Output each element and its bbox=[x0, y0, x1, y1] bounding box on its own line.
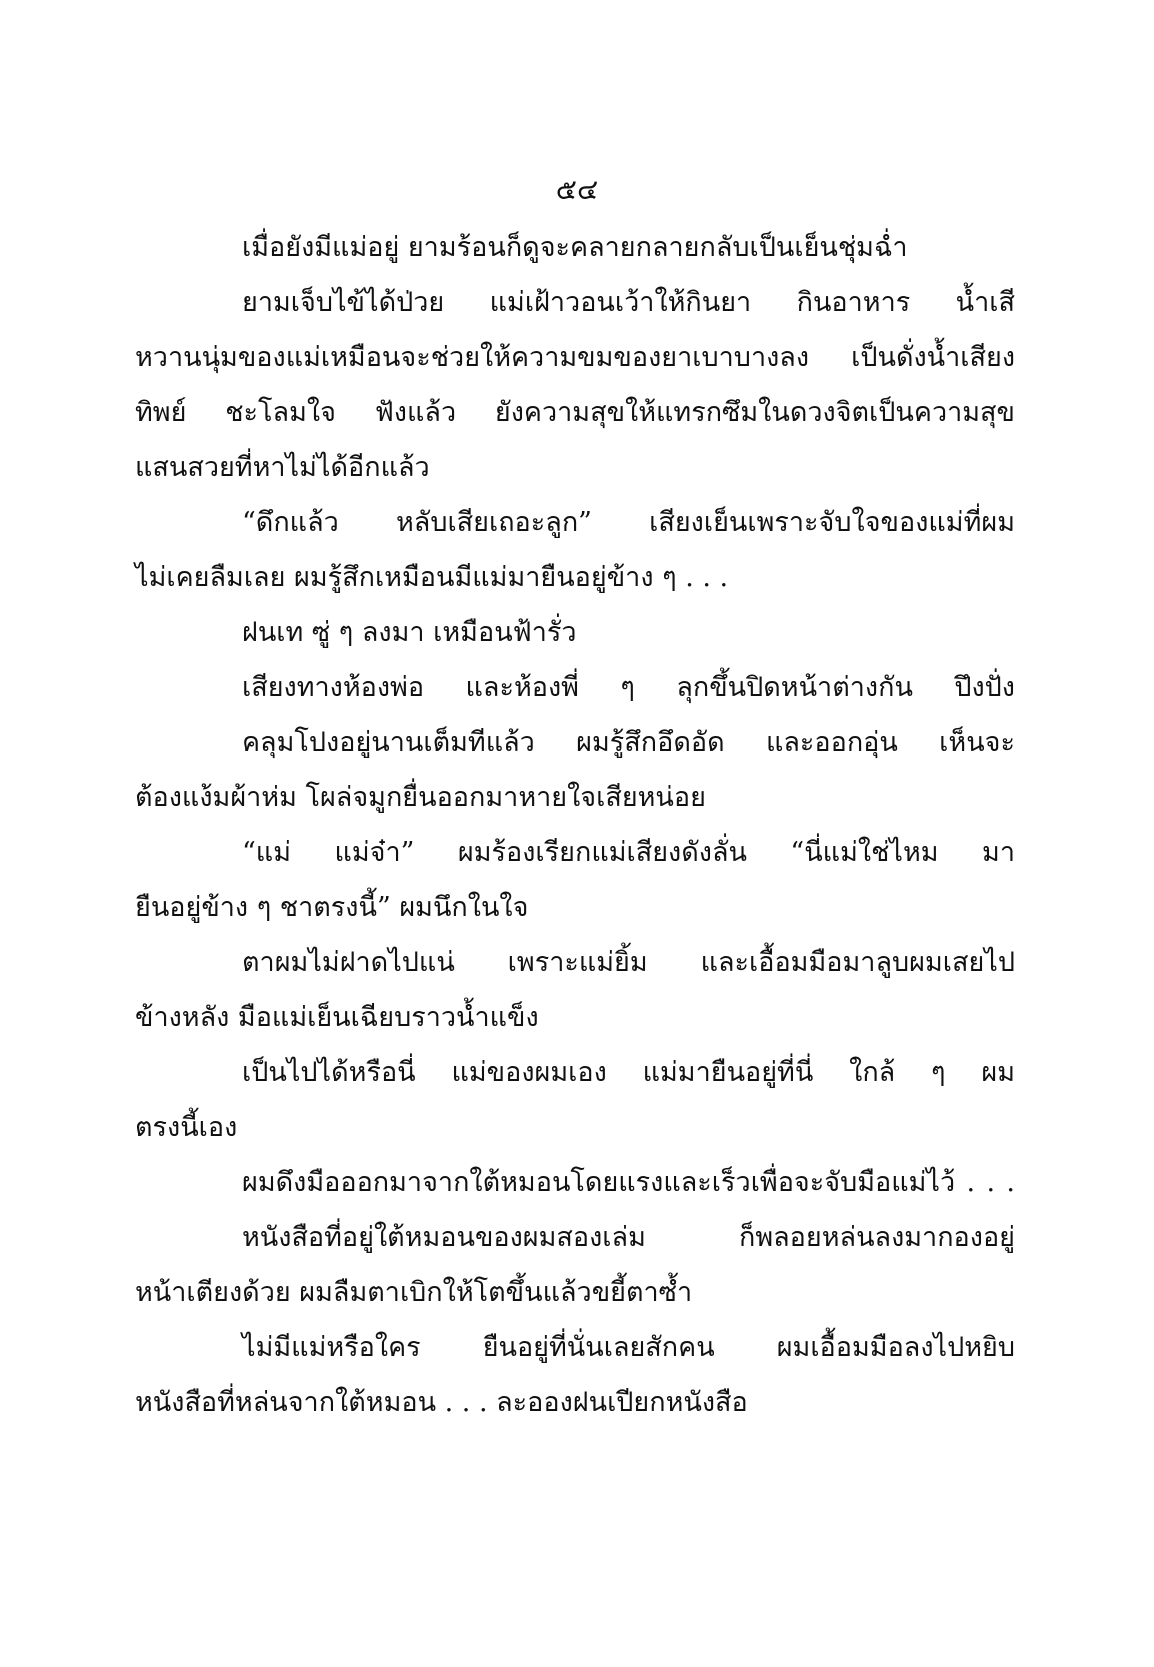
text-line: ผมดึงมือออกมาจากใต้หมอนโดยแรงและเร็วเพื่อจะจับมือแม่ไว้ . . . bbox=[242, 1167, 1015, 1198]
text-line: ฝนเท ซู่ ๆ ลงมา เหมือนฟ้ารั่ว bbox=[242, 617, 577, 648]
text-line: ไม่เคยลืมเลย ผมรู้สึกเหมือนมีแม่มายืนอยู่ข้าง ๆ . . . bbox=[135, 562, 729, 593]
text-line: หวานนุ่มของแม่เหมือนจะช่วยให้ความขมของยาเบาบางลง เป็นดั่งน้ำเสียง bbox=[135, 342, 1015, 373]
text-line: หนังสือที่อยู่ใต้หมอนของผมสองเล่ม ก็พลอยหล่นลงมากองอยู่ bbox=[242, 1222, 1015, 1253]
text-line: ตาผมไม่ฝาดไปแน่ เพราะแม่ยิ้ม และเอื้อมมือมาลูบผมเสยไป bbox=[242, 947, 1015, 978]
text-line: “ดึกแล้ว หลับเสียเถอะลูก” เสียงเย็นเพราะจับใจของแม่ที่ผม bbox=[242, 507, 1015, 538]
text-line: หนังสือที่หล่นจากใต้หมอน . . . ละอองฝนเปียกหนังสือ bbox=[135, 1387, 748, 1418]
text-line: ข้างหลัง มือแม่เย็นเฉียบราวน้ำแข็ง bbox=[135, 1002, 539, 1033]
text-line: ตรงนี้เอง bbox=[135, 1112, 238, 1143]
page-number: ๕๔ bbox=[555, 173, 599, 206]
text-line: ยามเจ็บไข้ได้ป่วย แม่เฝ้าวอนเว้าให้กินยา กินอาหาร น้ำเสี bbox=[242, 287, 1015, 318]
text-line: ยืนอยู่ข้าง ๆ ชาตรงนี้” ผมนึกในใจ bbox=[135, 892, 529, 923]
text-line: แสนสวยที่หาไม่ได้อีกแล้ว bbox=[135, 452, 430, 483]
text-line: “แม่ แม่จ๋า” ผมร้องเรียกแม่เสียงดังลั่น “นี่แม่ใช่ไหม มา bbox=[242, 837, 1015, 868]
text-line: ต้องแง้มผ้าห่ม โผล่จมูกยื่นออกมาหายใจเสียหน่อย bbox=[135, 782, 706, 813]
text-line: คลุมโปงอยู่นานเต็มทีแล้ว ผมรู้สึกอึดอัด และออกอุ่น เห็นจะ bbox=[242, 727, 1015, 758]
text-line: เมื่อยังมีแม่อยู่ ยามร้อนก็ดูจะคลายกลายกลับเป็นเย็นชุ่มฉ่ำ bbox=[242, 232, 908, 263]
text-line: เป็นไปได้หรือนี่ แม่ของผมเอง แม่มายืนอยู่ที่นี่ ใกล้ ๆ ผม bbox=[242, 1057, 1015, 1088]
text-line: หน้าเตียงด้วย ผมลืมตาเบิกให้โตขึ้นแล้วขยี้ตาซ้ำ bbox=[135, 1277, 693, 1308]
text-line: ทิพย์ ชะโลมใจ ฟังแล้ว ยังความสุขให้แทรกซึมในดวงจิตเป็นความสุข bbox=[135, 397, 1015, 428]
text-line: ไม่มีแม่หรือใคร ยืนอยู่ที่นั่นเลยสักคน ผมเอื้อมมือลงไปหยิบ bbox=[242, 1332, 1015, 1363]
text-line: เสียงทางห้องพ่อ และห้องพี่ ๆ ลุกขึ้นปิดหน้าต่างกัน ปึงปั่ง bbox=[242, 672, 1015, 703]
